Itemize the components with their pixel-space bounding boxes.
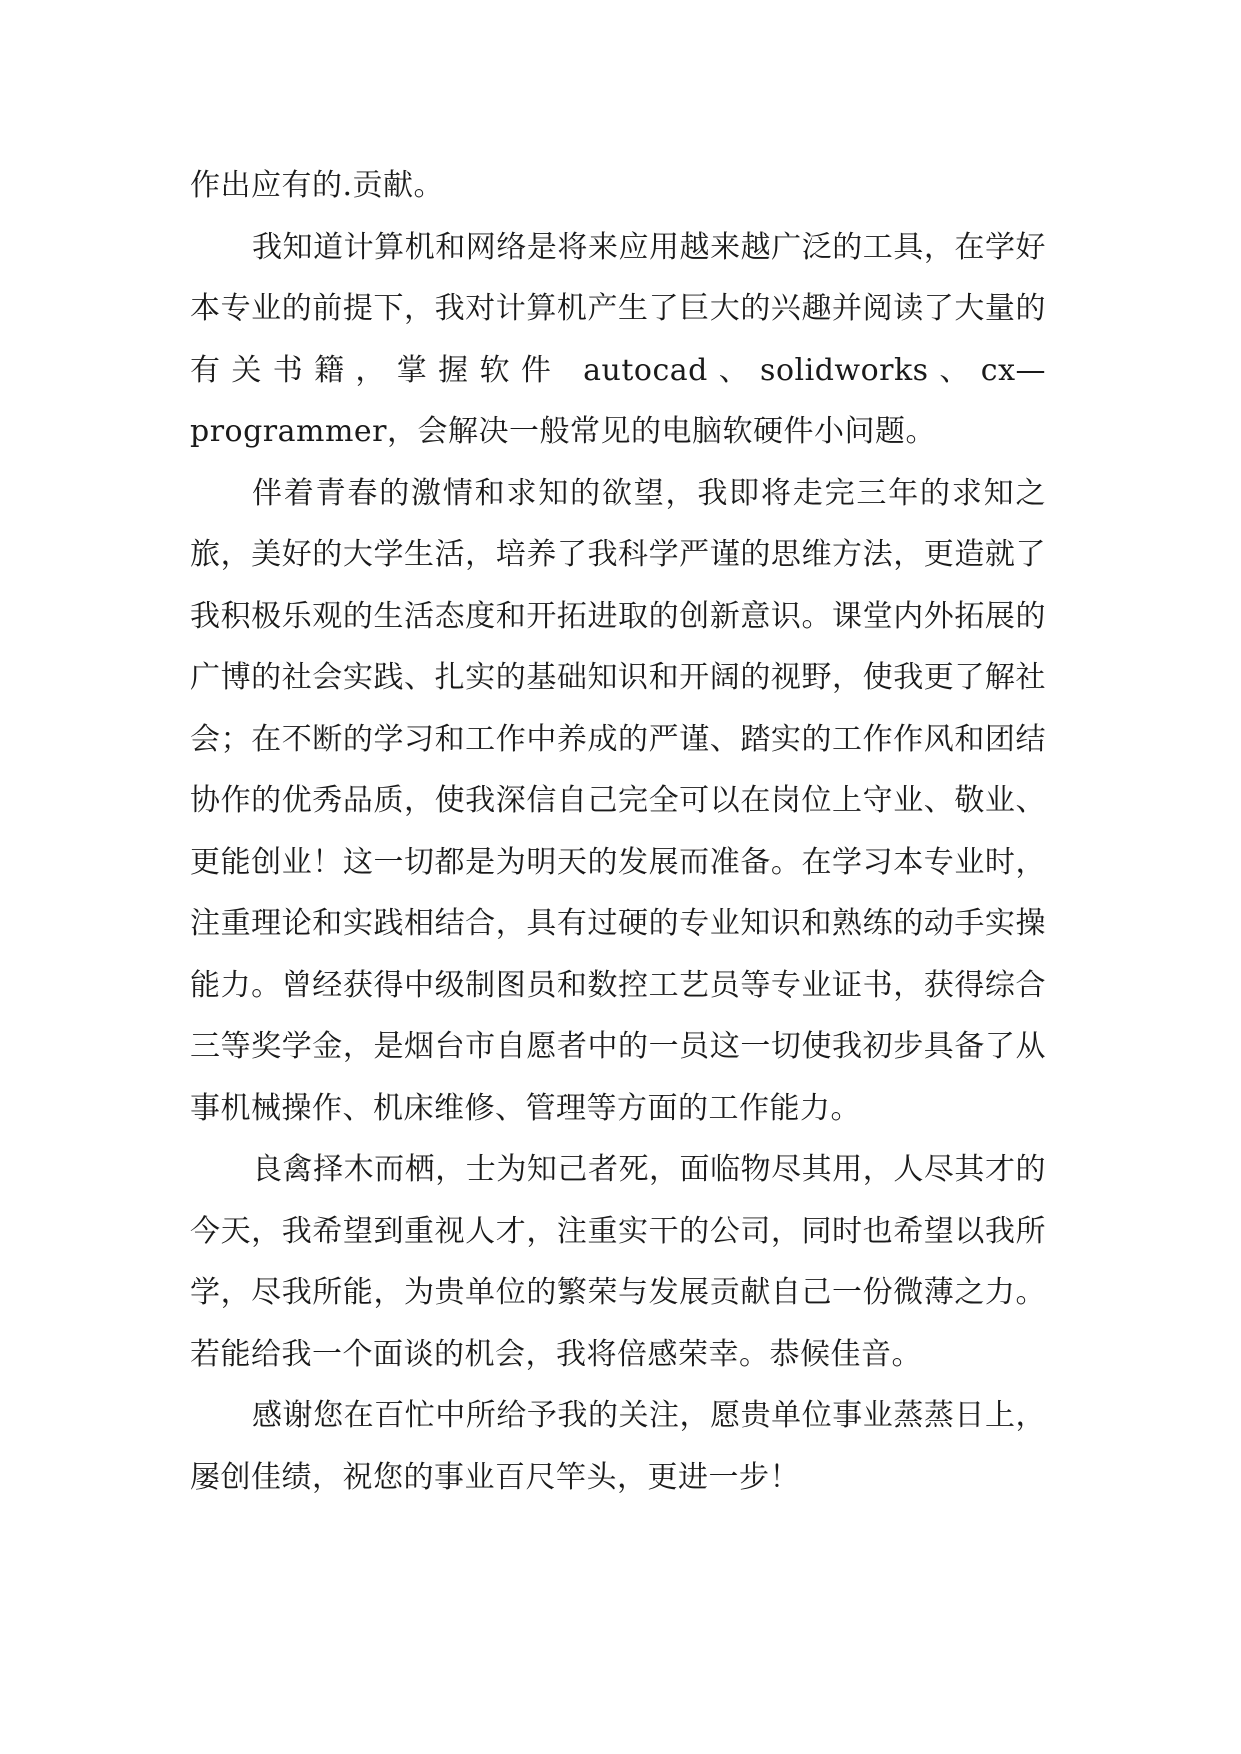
paragraph-continuation: 作出应有的.贡献。 bbox=[190, 168, 445, 203]
document-body bbox=[190, 155, 1046, 1508]
paragraph-computer-skills: 我知道计算机和网络是将来应用越来越广泛的工具，在学好本专业的前提下，我对计算机产生了巨大的兴趣并阅读了大量的有关书籍，掌握软件 autocad、solidworks、cx—programmer，会解决一般常见的电脑软硬件小问题。 bbox=[190, 229, 1046, 449]
paragraph-career-aspiration: 良禽择木而栖，士为知己者死，面临物尽其用，人尽其才的今天，我希望到重视人才，注重实干的公司，同时也希望以我所学，尽我所能，为贵单位的繁荣与发展贡献自己一份微薄之力。若能给我一个面谈的机会，我将倍感荣幸。恭候佳音。 bbox=[190, 1152, 1046, 1372]
paragraph-closing-thanks: 感谢您在百忙中所给予我的关注，愿贵单位事业蒸蒸日上，屡创佳绩，祝您的事业百尺竿头，更进一步！ bbox=[190, 1398, 1046, 1495]
paragraph-university-experience: 伴着青春的激情和求知的欲望，我即将走完三年的求知之旅，美好的大学生活，培养了我科学严谨的思维方法，更造就了我积极乐观的生活态度和开拓进取的创新意识。课堂内外拓展的广博的社会实践、扎实的基础知识和开阔的视野，使我更了解社会；在不断的学习和工作中养成的严谨、踏实的工作作风和团结协作的优秀品质，使我深信自己完全可以在岗位上守业、敬业、更能创业！这一切都是为明天的发展而准备。在学习本专业时，注重理论和实践相结合，具有过硬的专业知识和熟练的动手实操能力。曾经获得中级制图员和数控工艺员等专业证书，获得综合三等奖学金，是烟台市自愿者中的一员这一切使我初步具备了从事机械操作、机床维修、管理等方面的工作能力。 bbox=[190, 475, 1046, 1126]
